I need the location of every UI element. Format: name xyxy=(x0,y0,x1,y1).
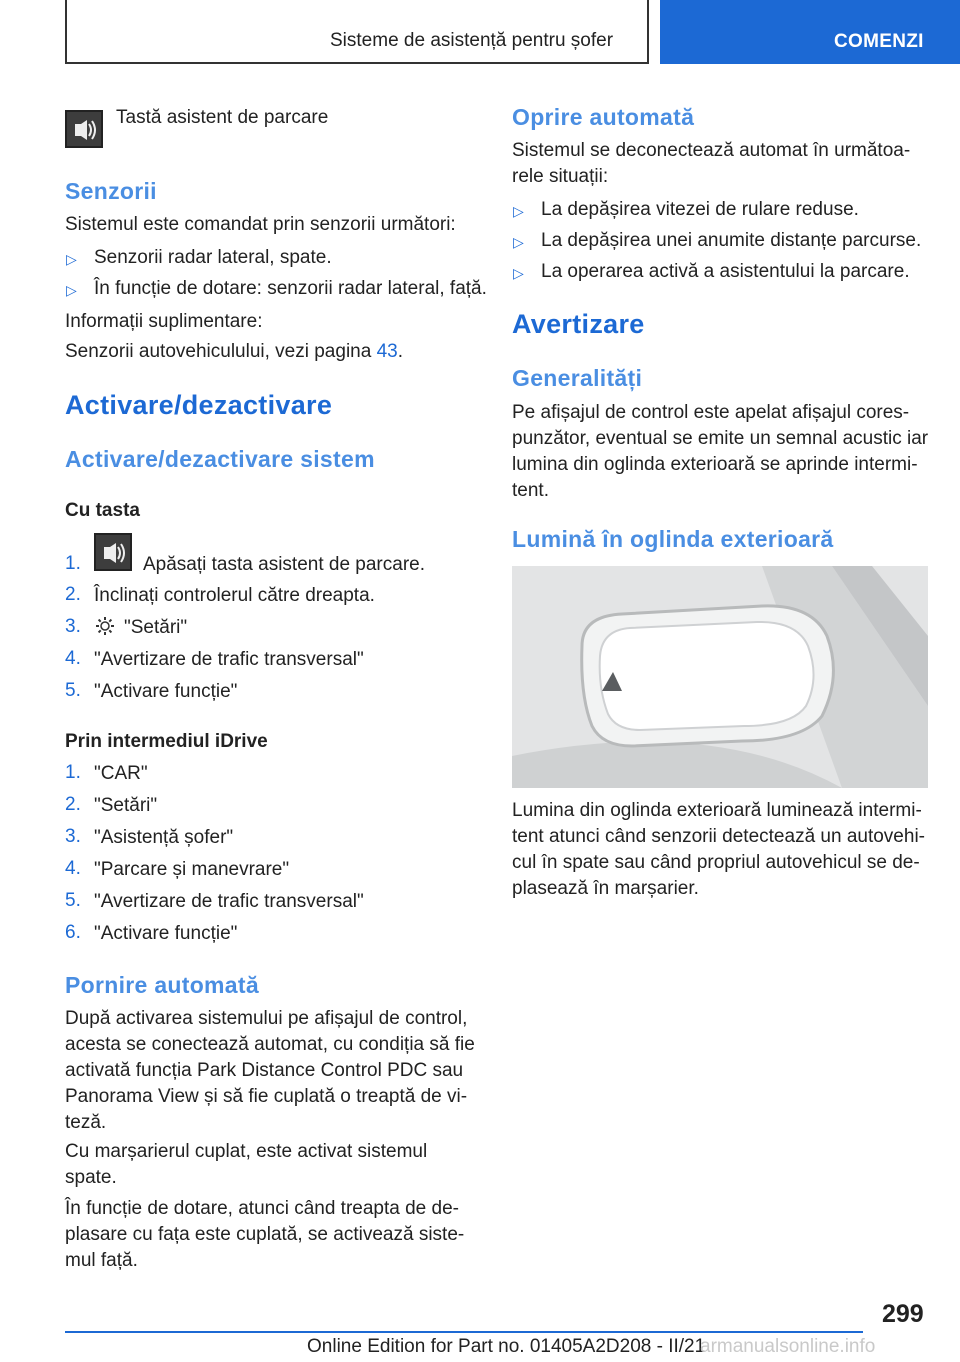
step-number: 1. xyxy=(65,762,81,783)
paragraph-line: mul față. xyxy=(65,1250,138,1271)
list-item: La depășirea unei anumite distanțe parcurse. xyxy=(541,230,922,251)
more-info-label: Informații suplimentare: xyxy=(65,311,263,332)
step-number: 2. xyxy=(65,584,81,605)
bullet-triangle-icon: ▷ xyxy=(513,203,524,219)
cu-tasta-heading: Cu tasta xyxy=(65,500,140,521)
paragraph-line: plasare cu fața este cuplată, se activează siste- xyxy=(65,1224,465,1245)
lumina-heading: Lumină în oglinda exterioară xyxy=(512,526,834,552)
activare-heading: Activare/dezactivare xyxy=(65,390,333,420)
step-text: "Parcare și manevrare" xyxy=(94,859,290,880)
generalitati-heading: Generalități xyxy=(512,365,643,391)
step-number: 2. xyxy=(65,794,81,815)
step-text: "Activare funcție" xyxy=(94,681,238,702)
step-text: "CAR" xyxy=(94,763,148,784)
step-number: 4. xyxy=(65,858,81,879)
paragraph-line: acesta se conectează automat, cu condiția să fie xyxy=(65,1034,475,1055)
paragraph-line: tent. xyxy=(512,480,549,501)
paragraph-line: În funcție de dotare, atunci când treapta de de- xyxy=(65,1198,459,1219)
senzorii-intro: Sistemul este comandat prin senzorii următori: xyxy=(65,214,456,235)
step-text: Apăsați tasta asistent de parcare. xyxy=(143,554,425,575)
park-assist-button-icon xyxy=(65,110,103,148)
paragraph-line: lumina din oglinda exterioară se aprinde intermi- xyxy=(512,454,918,475)
paragraph-line: plasează în marșarier. xyxy=(512,878,699,899)
side-mirror-illustration xyxy=(512,566,928,788)
idrive-heading: Prin intermediul iDrive xyxy=(65,731,268,752)
oprire-heading: Oprire automată xyxy=(512,104,695,130)
bullet-triangle-icon: ▷ xyxy=(66,251,77,267)
paragraph-line: Lumina din oglinda exterioară luminează intermi- xyxy=(512,800,922,821)
step-text: "Activare funcție" xyxy=(94,923,238,944)
paragraph-line: tent atunci când senzorii detectează un autovehi- xyxy=(512,826,925,847)
list-item: În funcție de dotare: senzorii radar lateral, față. xyxy=(94,278,487,299)
avertizare-heading: Avertizare xyxy=(512,309,645,339)
activare-sistem-heading: Activare/dezactivare sistem xyxy=(65,446,375,472)
paragraph-line: După activarea sistemului pe afișajul de control, xyxy=(65,1008,468,1029)
paragraph-line: spate. xyxy=(65,1167,117,1188)
page-link[interactable]: 43 xyxy=(376,341,398,362)
paragraph-line: rele situații: xyxy=(512,166,609,187)
step-text: Înclinați controlerul către dreapta. xyxy=(94,585,375,606)
bullet-triangle-icon: ▷ xyxy=(66,282,77,298)
step-number: 3. xyxy=(65,826,81,847)
park-assist-button-icon xyxy=(94,533,132,571)
step-text: "Avertizare de trafic transversal" xyxy=(94,649,364,670)
park-assist-caption: Tastă asistent de parcare xyxy=(116,107,329,128)
paragraph-line: Panorama View și să fie cuplată o treaptă de vi- xyxy=(65,1086,468,1107)
gear-icon xyxy=(94,615,116,642)
senzorii-heading: Senzorii xyxy=(65,178,157,204)
paragraph-line: Sistemul se deconectează automat în următoa- xyxy=(512,140,911,161)
section-title: Sisteme de asistență pentru șofer xyxy=(330,30,614,51)
paragraph-line: Cu marșarierul cuplat, este activat sistemul xyxy=(65,1141,428,1162)
step-number: 5. xyxy=(65,890,81,911)
step-text: "Setări" xyxy=(94,795,158,816)
edition-text: Online Edition for Part no. 01405A2D208 - II/21 xyxy=(307,1336,706,1357)
list-item: Senzorii radar lateral, spate. xyxy=(94,247,332,268)
step-number: 4. xyxy=(65,648,81,669)
page-reference: Senzorii autovehiculului, vezi pagina 43. xyxy=(65,341,404,362)
chapter-tab-label[interactable]: COMENZI xyxy=(834,31,924,52)
step-number: 1. xyxy=(65,553,81,574)
paragraph-line: Pe afișajul de control este apelat afișajul cores- xyxy=(512,402,910,423)
pornire-heading: Pornire automată xyxy=(65,972,259,998)
paragraph-line: activată funcția Park Distance Control PDC sau xyxy=(65,1060,464,1081)
list-item: La operarea activă a asistentului la parcare. xyxy=(541,261,910,282)
step-text: "Setări" xyxy=(124,617,188,638)
step-number: 3. xyxy=(65,616,81,637)
bullet-triangle-icon: ▷ xyxy=(513,265,524,281)
paragraph-line: punzător, eventual se emite un semnal acustic iar xyxy=(512,428,929,449)
paragraph-line: teză. xyxy=(65,1112,107,1133)
list-item: La depășirea vitezei de rulare reduse. xyxy=(541,199,859,220)
step-number: 6. xyxy=(65,922,81,943)
step-text: "Asistență șofer" xyxy=(94,827,234,848)
bullet-triangle-icon: ▷ xyxy=(513,234,524,250)
footer-divider xyxy=(65,1331,863,1333)
step-text: "Avertizare de trafic transversal" xyxy=(94,891,364,912)
step-number: 5. xyxy=(65,680,81,701)
paragraph-line: cul în spate sau când propriul autovehicul se de- xyxy=(512,852,920,873)
page-number: 299 xyxy=(882,1300,924,1328)
watermark: armanualsonline.info xyxy=(700,1336,876,1357)
